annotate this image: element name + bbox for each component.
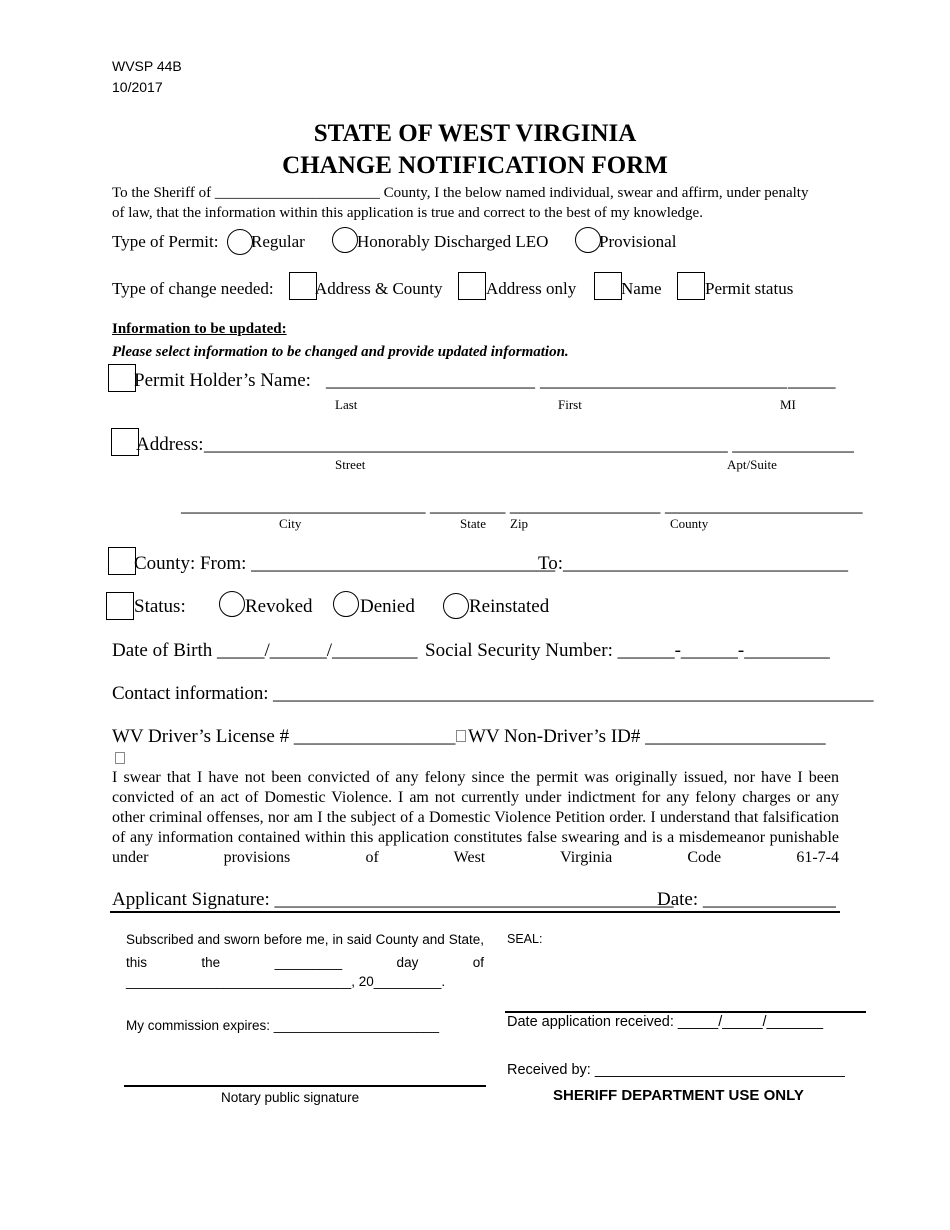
status-revoked-radio[interactable] bbox=[219, 591, 245, 617]
county-checkbox[interactable] bbox=[108, 547, 136, 575]
non-driver-id-field[interactable]: WV Non-Driver’s ID# ___________________ bbox=[468, 726, 826, 747]
first-name-field[interactable]: __________________________ bbox=[540, 370, 787, 391]
address-checkbox[interactable] bbox=[111, 428, 139, 456]
dob-field[interactable]: Date of Birth _____/______/_________ bbox=[112, 640, 418, 661]
page-title: STATE OF WEST VIRGINIA bbox=[313, 120, 637, 147]
non-driver-id-checkbox[interactable] bbox=[456, 730, 466, 742]
name-checkbox[interactable] bbox=[108, 364, 136, 392]
change-permit-status-label: Permit status bbox=[705, 279, 794, 298]
street-caption: Street bbox=[335, 457, 366, 472]
zip-caption: Zip bbox=[510, 516, 529, 531]
signature-date-field[interactable]: Date: ______________ bbox=[657, 889, 836, 910]
permit-regular-label: Regular bbox=[251, 232, 305, 251]
state-caption: State bbox=[460, 516, 486, 531]
first-caption: First bbox=[558, 397, 582, 412]
middle-initial-field[interactable]: _____ bbox=[788, 370, 836, 391]
info-heading: Information to be updated: bbox=[112, 321, 287, 337]
seal-label: SEAL: bbox=[507, 932, 543, 946]
status-revoked-label: Revoked bbox=[245, 596, 313, 617]
permit-leo-label: Honorably Discharged LEO bbox=[357, 232, 549, 251]
notary-signature-caption: Notary public signature bbox=[221, 1090, 360, 1105]
name-label: Permit Holder’s Name: bbox=[134, 370, 311, 391]
change-name-checkbox[interactable] bbox=[594, 272, 622, 300]
status-reinstated-radio[interactable] bbox=[443, 593, 469, 619]
notary-sworn-text: Subscribed and sworn before me, in said County and State, this the _________ day of bbox=[126, 932, 484, 970]
form-date: 10/2017 bbox=[112, 79, 163, 95]
city-caption: City bbox=[279, 516, 302, 531]
drivers-license-field[interactable]: WV Driver’s License # _________________ bbox=[112, 726, 456, 747]
signature-divider bbox=[110, 911, 840, 913]
info-instruction: Please select information to be changed and provide updated information. bbox=[112, 344, 569, 360]
change-address-county-label: Address & County bbox=[315, 279, 443, 298]
status-checkbox[interactable] bbox=[106, 592, 134, 620]
change-address-only-label: Address only bbox=[486, 279, 577, 298]
status-denied-radio[interactable] bbox=[333, 591, 359, 617]
intro-line-2: of law, that the information within this application is true and correct to the best of my knowledge. bbox=[112, 205, 703, 221]
oath-paragraph: I swear that I have not been convicted of any felony since the permit was originally issued, nor have I been convicted of an act of Domestic Violence. I am not currently under indictment for any felony charges or any other criminal offenses, nor am I the subject of a Domestic Violence Petition order. I understand that falsification of any information contained within this application constitutes false swearing and is a misdemeanor punishable under provisions of West Virginia Code 61-7-4 bbox=[112, 769, 839, 866]
permit-provisional-label: Provisional bbox=[599, 232, 677, 251]
permit-type-label: Type of Permit: bbox=[112, 232, 219, 251]
change-type-label: Type of change needed: bbox=[112, 279, 274, 298]
status-denied-label: Denied bbox=[360, 596, 415, 617]
street-field[interactable]: ________________________________________________________ _____________ bbox=[204, 434, 854, 455]
mi-caption: MI bbox=[780, 397, 796, 412]
status-label: Status: bbox=[134, 596, 186, 617]
received-by-field[interactable]: Received by: _______________________________ bbox=[507, 1062, 845, 1078]
drivers-license-checkbox[interactable] bbox=[115, 752, 125, 764]
permit-regular-radio[interactable] bbox=[227, 229, 253, 255]
change-permit-status-checkbox[interactable] bbox=[677, 272, 705, 300]
sheriff-use-only-label: SHERIFF DEPARTMENT USE ONLY bbox=[553, 1087, 804, 1104]
form-code: WVSP 44B bbox=[112, 58, 182, 74]
county-caption: County bbox=[670, 516, 709, 531]
status-reinstated-label: Reinstated bbox=[469, 596, 550, 617]
applicant-signature-field[interactable]: Applicant Signature: __________________________________________ bbox=[112, 889, 674, 910]
intro-line-1: To the Sheriff of ______________________ County, I the below named individual, swear and affirm, under penalty bbox=[112, 185, 809, 201]
last-name-field[interactable]: ______________________ bbox=[326, 370, 535, 391]
county-from-field[interactable]: County: From: ________________________________ bbox=[134, 553, 556, 574]
permit-leo-radio[interactable] bbox=[332, 227, 358, 253]
notary-signature-line bbox=[124, 1085, 486, 1087]
change-address-only-checkbox[interactable] bbox=[458, 272, 486, 300]
contact-field[interactable]: Contact information: ________________________________________________________________ bbox=[112, 683, 874, 704]
change-address-county-checkbox[interactable] bbox=[289, 272, 317, 300]
address-label: Address: bbox=[136, 434, 204, 455]
page-subtitle: CHANGE NOTIFICATION FORM bbox=[282, 152, 668, 179]
last-caption: Last bbox=[335, 397, 358, 412]
apt-caption: Apt/Suite bbox=[727, 457, 777, 472]
change-name-label: Name bbox=[621, 279, 662, 298]
city-state-zip-county-field[interactable]: __________________________ ________ ________________ _____________________ bbox=[181, 495, 863, 516]
ssn-field[interactable]: Social Security Number: ______-______-_________ bbox=[425, 640, 830, 661]
permit-provisional-radio[interactable] bbox=[575, 227, 601, 253]
sheriff-divider bbox=[505, 1011, 866, 1013]
county-to-field[interactable]: To:______________________________ bbox=[538, 553, 849, 574]
date-received-field[interactable]: Date application received: _____/_____/_______ bbox=[507, 1014, 824, 1030]
notary-date-line[interactable]: ______________________________, 20_________. bbox=[126, 974, 446, 989]
commission-expires-field[interactable]: My commission expires: ______________________ bbox=[126, 1018, 439, 1033]
